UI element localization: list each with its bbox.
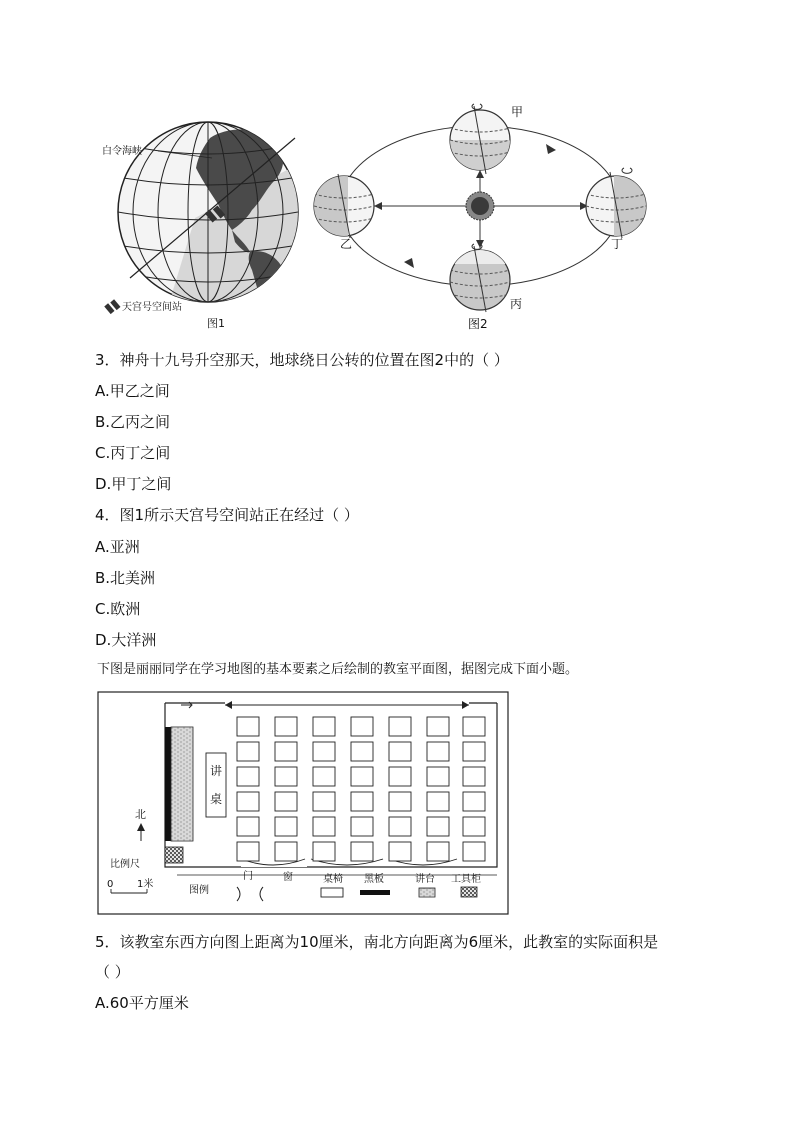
desk — [313, 717, 335, 736]
desk — [351, 767, 373, 786]
label-bing: 丙 — [510, 297, 523, 311]
north-label: 北 — [135, 808, 146, 821]
desk — [313, 767, 335, 786]
desk — [463, 767, 485, 786]
desk — [275, 717, 297, 736]
desk — [313, 842, 335, 861]
question-3-option-b: B.乙丙之间 — [95, 413, 171, 431]
desk — [427, 767, 449, 786]
desk — [275, 817, 297, 836]
legend-window-label: 窗 — [283, 872, 293, 883]
desk — [313, 792, 335, 811]
earth-position-bing — [450, 244, 510, 312]
desk — [237, 842, 259, 861]
desk — [427, 817, 449, 836]
desk — [313, 742, 335, 761]
desk — [427, 742, 449, 761]
desk — [427, 792, 449, 811]
classroom-intro: 下图是丽丽同学在学习地图的基本要素之后绘制的教室平面图，据图完成下面小题。 — [97, 662, 579, 677]
desk — [389, 767, 411, 786]
legend-cabinet-label: 工具柜 — [451, 874, 481, 885]
desk — [237, 792, 259, 811]
scale-title: 比例尺 — [110, 859, 140, 870]
desk — [275, 742, 297, 761]
legend-desk-label: 桌椅 — [323, 874, 343, 885]
desk — [389, 792, 411, 811]
blackboard-west — [165, 727, 171, 841]
desk — [463, 792, 485, 811]
label-ding: 丁 — [611, 237, 624, 251]
question-5-stem-cont: （ ） — [95, 963, 130, 981]
classroom-plan — [97, 691, 509, 915]
desk — [351, 842, 373, 861]
question-3-option-a: A.甲乙之间 — [95, 382, 170, 400]
lectern-label-2: 桌 — [210, 792, 223, 806]
tool-cabinet — [165, 847, 183, 863]
legend-desk-symbol — [321, 888, 343, 897]
desk — [389, 842, 411, 861]
desk — [275, 792, 297, 811]
earth-position-yi — [314, 174, 374, 238]
desk — [237, 767, 259, 786]
figure-1-caption: 图1 — [207, 317, 225, 330]
desk — [427, 717, 449, 736]
podium-west — [171, 727, 193, 841]
desk — [275, 767, 297, 786]
label-space-station: 天宫号空间站 — [122, 302, 182, 313]
desk — [389, 717, 411, 736]
earth-position-ding — [586, 168, 646, 238]
scale-unit: 1米 — [137, 879, 154, 890]
desk — [351, 742, 373, 761]
desk — [313, 817, 335, 836]
scale-zero: 0 — [107, 879, 114, 890]
question-5-stem: 5．该教室东西方向图上距离为10厘米，南北方向距离为6厘米，此教室的实际面积是 — [95, 933, 659, 951]
legend-podium-symbol — [419, 888, 435, 897]
question-4-option-c: C.欧洲 — [95, 600, 141, 618]
label-yi: 乙 — [340, 237, 353, 251]
label-bering-strait: 白令海峡 — [102, 146, 142, 157]
question-4-stem: 4．图1所示天宫号空间站正在经过（ ） — [95, 506, 359, 524]
legend-door-label: 门 — [243, 871, 253, 882]
question-3-option-d: D.甲丁之间 — [95, 475, 172, 493]
sun-icon — [466, 192, 494, 220]
earth-position-jia — [450, 104, 510, 174]
legend-blackboard-label: 黑板 — [364, 874, 384, 885]
legend-cabinet-symbol — [461, 887, 477, 897]
lectern-box — [206, 753, 226, 817]
desk — [351, 717, 373, 736]
question-4-option-a: A.亚洲 — [95, 538, 140, 556]
desk — [351, 792, 373, 811]
legend-blackboard-symbol — [360, 890, 390, 895]
desk — [389, 817, 411, 836]
question-4-option-d: D.大洋洲 — [95, 631, 157, 649]
desk — [463, 742, 485, 761]
figure-1 — [100, 118, 310, 333]
desk — [237, 817, 259, 836]
classroom-plan-drawing — [97, 691, 509, 915]
desk — [237, 717, 259, 736]
legend-title: 图例 — [189, 885, 209, 896]
legend-podium-label: 讲台 — [415, 874, 435, 885]
desk — [463, 817, 485, 836]
desk — [389, 742, 411, 761]
question-5-option-a: A.60平方厘米 — [95, 994, 189, 1012]
question-3-option-c: C.丙丁之间 — [95, 444, 171, 462]
figure-2 — [308, 98, 648, 333]
desk — [427, 842, 449, 861]
figure-2-caption: 图2 — [468, 317, 488, 331]
question-3-stem: 3．神舟十九号升空那天，地球绕日公转的位置在图2中的（ ） — [95, 351, 509, 369]
desk — [237, 742, 259, 761]
desk — [463, 717, 485, 736]
question-4-option-b: B.北美洲 — [95, 569, 156, 587]
label-jia: 甲 — [511, 105, 524, 119]
space-station-legend-icon — [104, 299, 120, 314]
lectern-label-1: 讲 — [210, 764, 223, 778]
desk — [351, 817, 373, 836]
desk — [463, 842, 485, 861]
orbit-diagram — [308, 98, 648, 333]
desk — [275, 842, 297, 861]
